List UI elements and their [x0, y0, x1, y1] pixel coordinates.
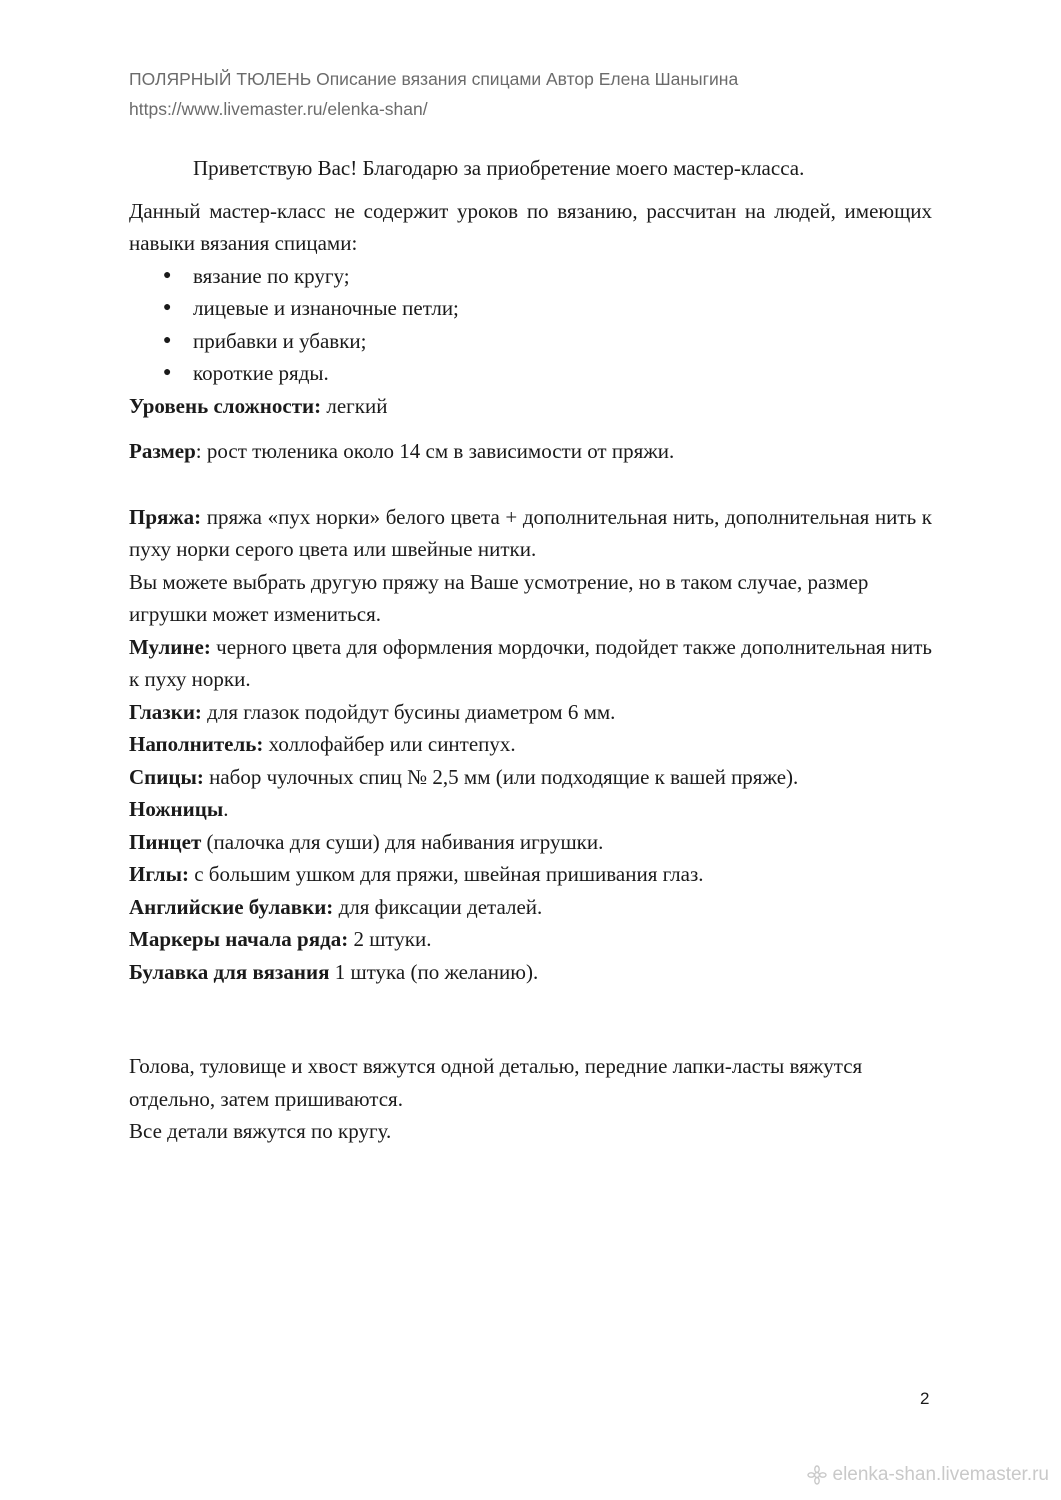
construction-note: Все детали вяжутся по кругу.	[129, 1119, 392, 1143]
material-line-scissors	[129, 793, 932, 826]
watermark-text: elenka-shan.livemaster.ru	[832, 1464, 1049, 1485]
header-title: ПОЛЯРНЫЙ ТЮЛЕНЬ Описание вязания спицами Автор Елена Шаныгина	[129, 69, 739, 89]
difficulty-value: легкий	[321, 393, 388, 418]
yarn-label: Пряжа:	[129, 504, 202, 529]
page-header	[129, 64, 738, 124]
material-value: 1 штука (по желанию).	[329, 959, 539, 984]
document-body	[129, 152, 932, 1148]
material-value: для глазок подойдут бусины диаметром 6 мм.	[201, 699, 616, 724]
material-value: 2 штуки.	[348, 927, 432, 951]
material-label: Иглы:	[129, 862, 189, 886]
flower-icon	[807, 1465, 827, 1485]
bullet-icon: ●	[163, 300, 172, 315]
material-value: для фиксации деталей.	[333, 894, 543, 919]
material-value: (палочка для суши) для набивания игрушки.	[201, 829, 604, 854]
material-line-needles	[129, 761, 932, 794]
size-label: Размер	[129, 439, 196, 463]
material-value: черного цвета для оформления мордочки, подойдет также дополнительная нить к пуху норки.	[129, 634, 932, 691]
material-label: Маркеры начала ряда:	[129, 927, 349, 951]
yarn-line	[129, 501, 932, 566]
material-label: Пинцет	[129, 829, 202, 854]
material-line-eyes	[129, 696, 932, 729]
material-line-safety-pins	[129, 891, 932, 924]
material-line-thread	[129, 631, 932, 696]
intro-paragraph: Данный мастер-класс не содержит уроков по вязанию, рассчитан на людей, имеющих навыки вязания спицами:	[129, 198, 932, 255]
difficulty-line	[129, 390, 932, 423]
watermark	[807, 1464, 1050, 1486]
material-line-stuffing	[129, 728, 932, 761]
size-value: : рост тюленика около 14 см в зависимости от пряжи.	[195, 439, 675, 463]
material-value: с большим ушком для пряжи, швейная пришивания глаз.	[188, 862, 704, 886]
yarn-note: Вы можете выбрать другую пряжу на Ваше усмотрение, но в таком случае, размер игрушки может измениться.	[129, 569, 869, 626]
list-item	[163, 325, 932, 358]
yarn-value: пряжа «пух норки» белого цвета + дополнительная нить, дополнительная нить к пуху норки серого цвета или швейные нитки.	[129, 504, 932, 561]
material-label: Наполнитель:	[129, 732, 264, 756]
material-value: .	[223, 797, 229, 821]
bullet-icon: ●	[163, 365, 172, 380]
material-line-sewing-needles	[129, 858, 932, 891]
page-number: 2	[920, 1389, 930, 1408]
list-item	[163, 292, 932, 325]
size-line	[129, 435, 932, 468]
header-url: https://www.livemaster.ru/elenka-shan/	[129, 99, 428, 119]
material-label: Булавка для вязания	[129, 959, 330, 984]
bullet-icon: ●	[163, 267, 172, 283]
material-line-markers	[129, 923, 932, 956]
list-item	[163, 260, 932, 293]
material-line-knitting-pin	[129, 956, 932, 989]
list-item-text: прибавки и убавки;	[193, 328, 367, 353]
difficulty-label: Уровень сложности:	[129, 393, 322, 418]
material-label: Английские булавки:	[129, 894, 334, 919]
skills-list	[129, 260, 932, 390]
construction-paragraph: Голова, туловище и хвост вяжутся одной деталью, передние лапки-ласты вяжутся отдельно, затем пришиваются.	[129, 1054, 863, 1111]
list-item-text: короткие ряды.	[193, 361, 329, 385]
greeting: Приветствую Вас! Благодарю за приобретение моего мастер-класса.	[193, 156, 805, 180]
material-label: Ножницы	[129, 797, 224, 821]
bullet-icon: ●	[163, 332, 172, 348]
material-value: набор чулочных спиц № 2,5 мм (или подходящие к вашей пряже).	[203, 764, 799, 789]
list-item	[163, 357, 932, 390]
material-label: Мулине:	[129, 634, 211, 659]
list-item-text: лицевые и изнаночные петли;	[193, 296, 459, 320]
material-label: Спицы:	[129, 764, 204, 789]
material-value: холлофайбер или синтепух.	[263, 732, 516, 756]
list-item-text: вязание по кругу;	[193, 263, 350, 288]
material-label: Глазки:	[129, 699, 202, 724]
material-line-tweezers	[129, 826, 932, 859]
